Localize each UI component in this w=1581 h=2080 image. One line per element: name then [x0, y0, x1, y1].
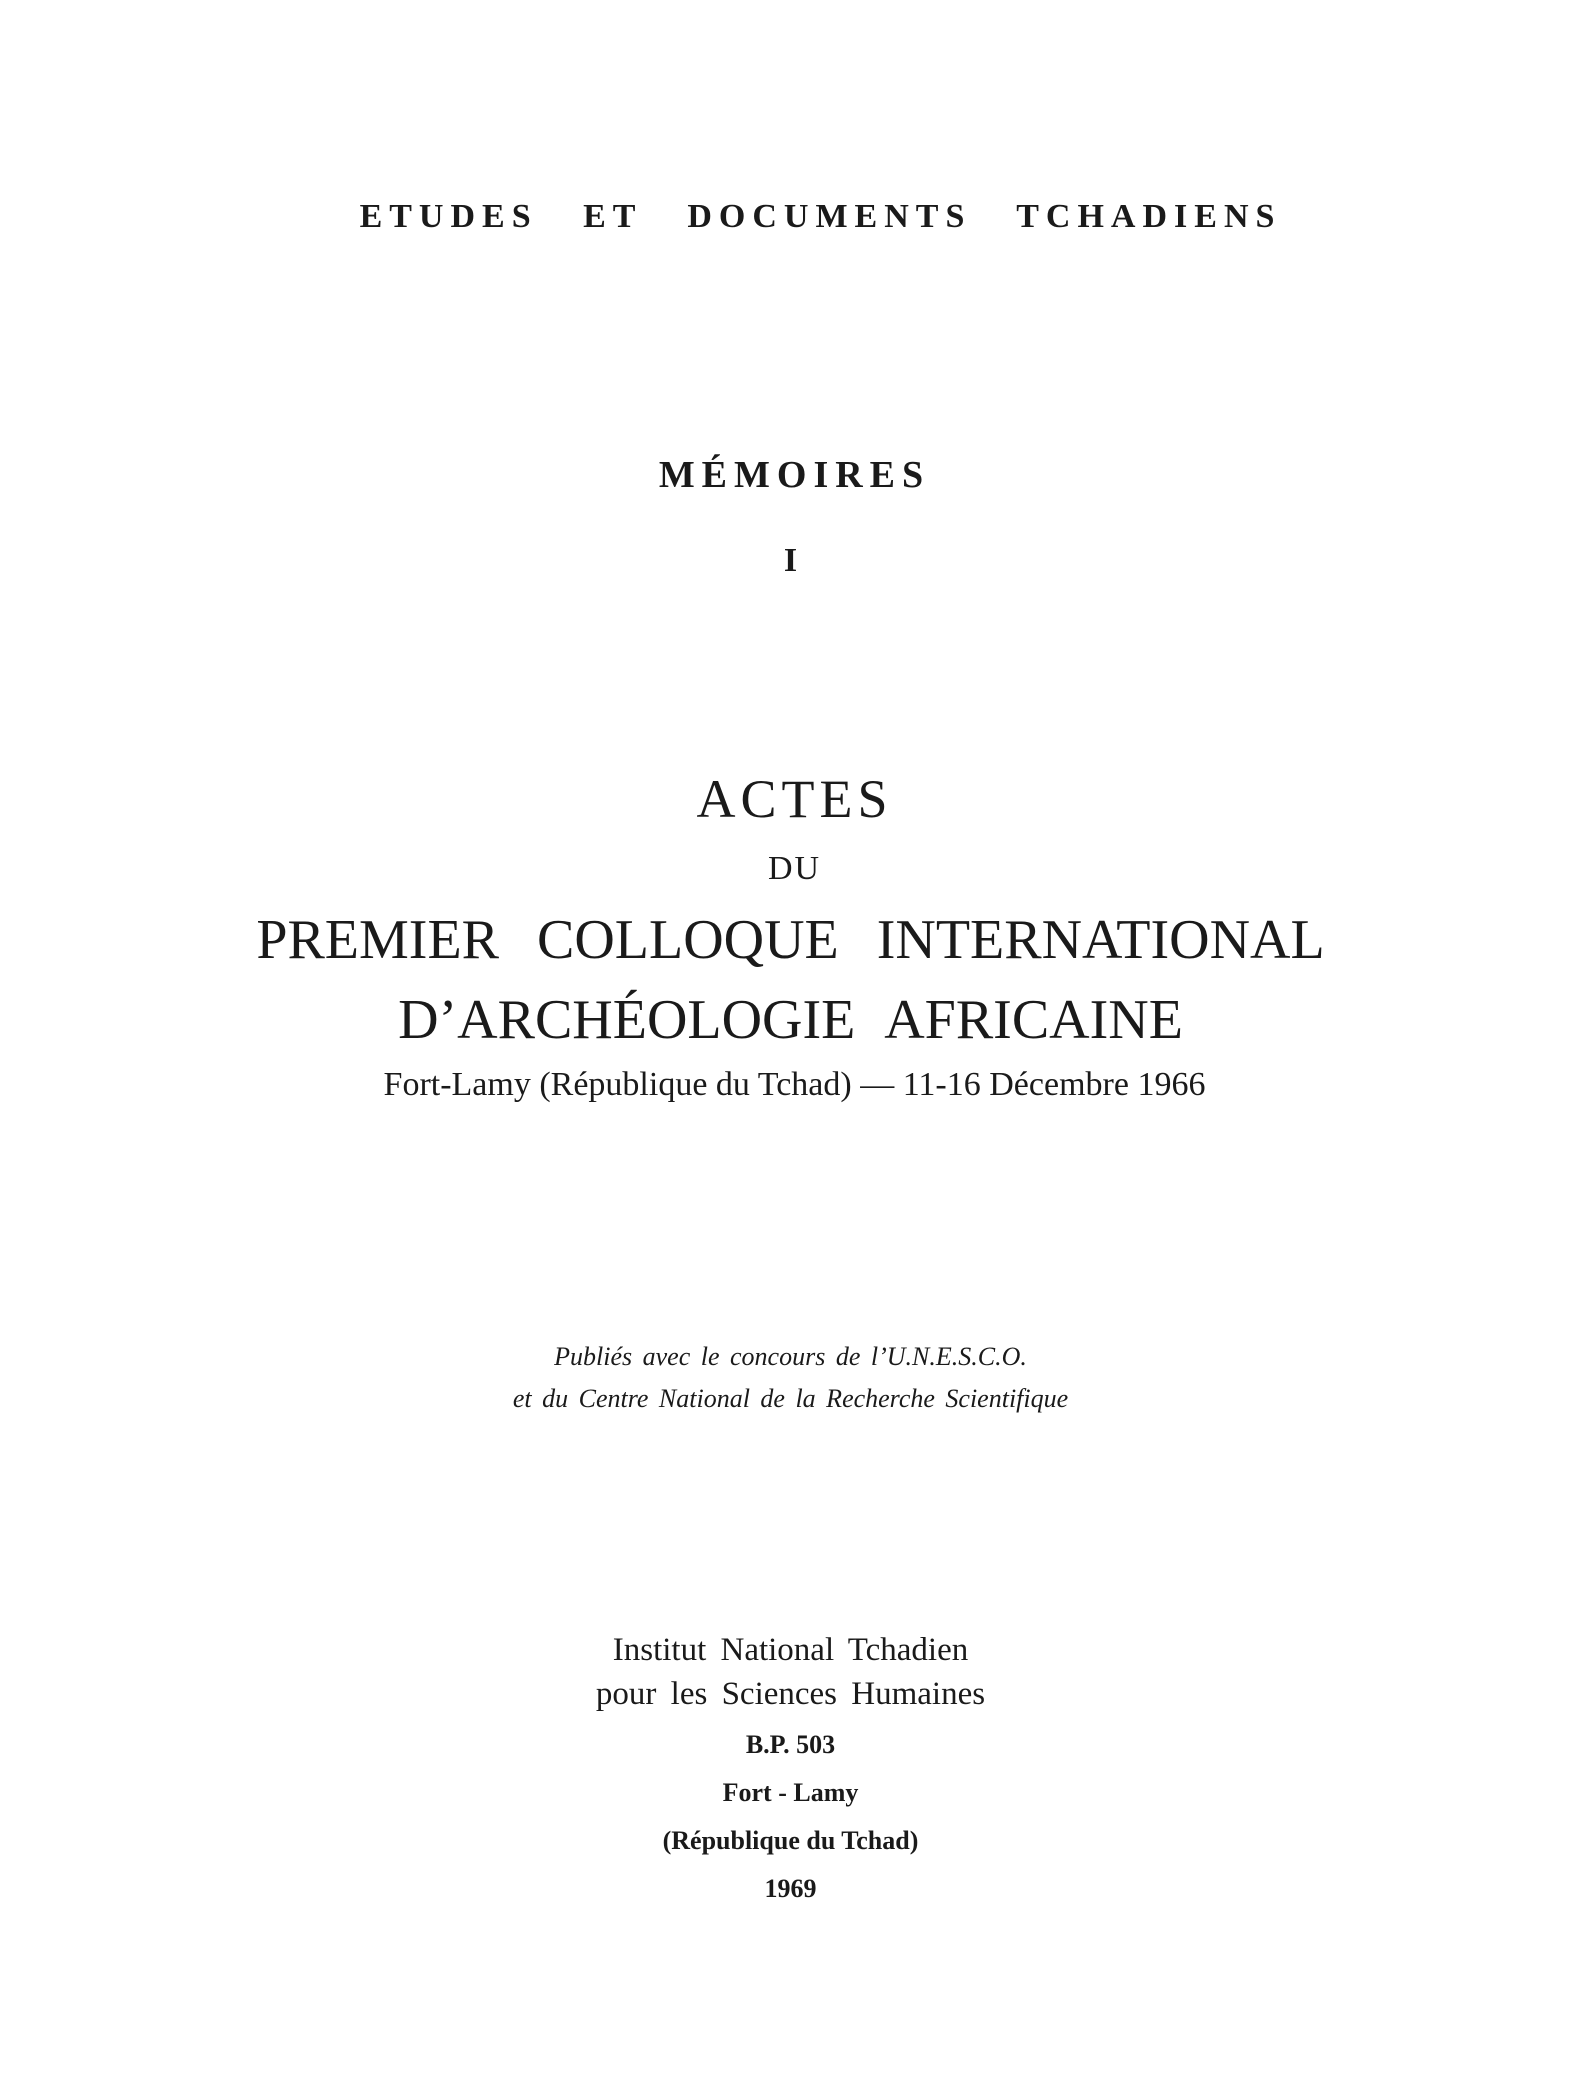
publisher-name-line-2: pour les Sciences Humaines [595, 1676, 986, 1712]
main-title-line-2: D’ARCHÉOLOGIE AFRICAINE [398, 989, 1183, 1051]
title-du: DU [767, 850, 822, 887]
publisher-name-line-1: Institut National Tchadien [612, 1632, 969, 1668]
publication-year: 1969 [764, 1874, 817, 1903]
published-with-line-2: et du Centre National de la Recherche Scientifique [512, 1384, 1069, 1413]
publisher-po-box: B.P. 503 [745, 1730, 836, 1759]
title-actes: ACTES [696, 769, 893, 829]
main-title-line-1: PREMIER COLLOQUE INTERNATIONAL [256, 909, 1325, 971]
publisher-country: (République du Tchad) [662, 1826, 919, 1855]
publisher-city: Fort - Lamy [722, 1778, 859, 1807]
series-title: ETUDES ET DOCUMENTS TCHADIENS [359, 198, 1282, 235]
venue-and-dates: Fort-Lamy (République du Tchad) — 11-16 Décembre 1966 [383, 1066, 1206, 1103]
collection-name: MÉMOIRES [658, 454, 931, 496]
published-with-line-1: Publiés avec le concours de l’U.N.E.S.C.O. [554, 1342, 1027, 1371]
volume-number: I [783, 542, 798, 579]
